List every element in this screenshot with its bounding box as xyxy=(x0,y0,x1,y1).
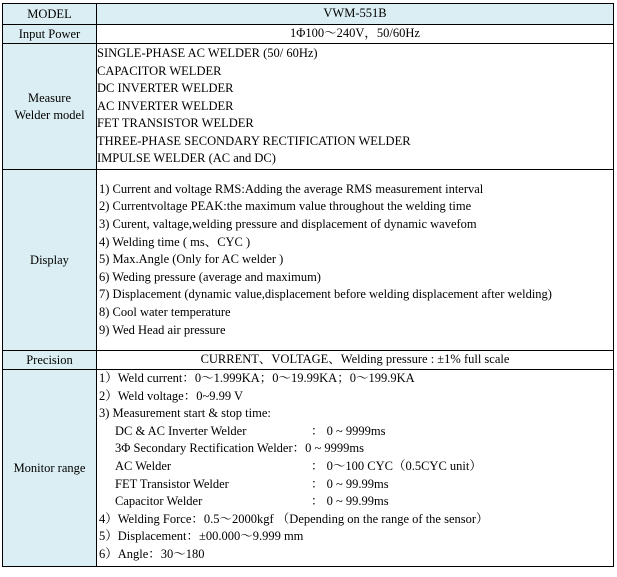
welder-model-item: CAPACITOR WELDER xyxy=(97,63,222,78)
welder-time-name: 3Φ Secondary Rectification Welder xyxy=(115,441,293,456)
welder-model-item: DC INVERTER WELDER xyxy=(97,81,234,96)
welder-time-name: Capacitor Welder xyxy=(115,494,203,509)
row-model xyxy=(3,4,614,25)
welder-time-value: ：0 ~ 9999ms xyxy=(292,441,364,456)
display-item: 7) Displacement (dynamic value,displacement before welding displacement after welding) xyxy=(99,287,552,302)
welder-time-value: ： 0 ~ 99.99ms xyxy=(311,476,389,491)
display-item: 6) Weding pressure (average and maximum) xyxy=(99,269,321,284)
monitor-range-label: Monitor range xyxy=(3,370,97,567)
display-list xyxy=(97,170,614,351)
precision-label: Precision xyxy=(3,351,97,370)
model-value: VWM-551B xyxy=(97,4,614,25)
display-item: 8) Cool water temperature xyxy=(99,304,231,319)
welder-time-value: ： 0 ~ 99.99ms xyxy=(311,494,389,509)
welder-time-row xyxy=(99,440,611,458)
row-input-power xyxy=(3,25,614,44)
display-label: Display xyxy=(3,170,97,351)
row-precision xyxy=(3,351,614,370)
display-item: 3) Curent, valtage,welding pressure and displacement of dynamic wavefom xyxy=(99,217,477,232)
welder-time-row xyxy=(99,423,611,441)
welder-time-row xyxy=(99,458,611,476)
input-power-value: 1Φ100～240V，50/60Hz xyxy=(97,25,614,44)
input-power-label: Input Power xyxy=(3,25,97,44)
welder-model-item: FET TRANSISTOR WELDER xyxy=(97,116,254,131)
welder-time-value: ： 0 ~ 9999ms xyxy=(311,423,386,438)
welder-model-item: THREE-PHASE SECONDARY RECTIFICATION WELDER xyxy=(97,133,411,148)
weld-current: 1）Weld current：0～1.999KA；0～19.99KA；0～199.9KA xyxy=(99,371,415,385)
row-monitor-range xyxy=(3,370,614,567)
precision-value: CURRENT、VOLTAGE、Welding pressure : ±1% full scale xyxy=(97,351,614,370)
welder-time-name: DC & AC Inverter Welder xyxy=(115,423,247,438)
measure-label-line2: Welder model xyxy=(14,107,85,122)
welder-time-name: AC Welder xyxy=(115,458,172,473)
welder-model-list xyxy=(97,44,614,170)
welding-force: 4）Welding Force：0.5～2000kgf （Depending on the range of the sensor） xyxy=(99,511,489,526)
welder-time-value: ： 0～100 CYC（0.5CYC unit） xyxy=(311,458,482,473)
display-item: 2) Currentvoltage PEAK:the maximum value throughout the welding time xyxy=(99,199,472,214)
measurement-time: 3) Measurement start & stop time: xyxy=(99,406,271,421)
measure-label-line1: Measure xyxy=(27,90,72,105)
display-item: 1) Current and voltage RMS:Adding the average RMS measurement interval xyxy=(99,181,484,196)
welder-time-row xyxy=(99,476,611,494)
displacement-range: 5）Displacement：±00.000～9.999 mm xyxy=(99,529,304,544)
row-display xyxy=(3,170,614,351)
welder-model-item: IMPULSE WELDER (AC and DC) xyxy=(97,151,276,166)
welder-model-item: AC INVERTER WELDER xyxy=(97,98,234,113)
welder-time-row xyxy=(99,493,611,511)
angle-range: 6）Angle：30～180 xyxy=(99,546,205,561)
weld-voltage: 2）Weld voltage：0~9.99 V xyxy=(99,388,244,403)
measure-welder-model-label xyxy=(3,44,97,170)
model-label: MODEL xyxy=(3,4,97,25)
spec-table xyxy=(2,3,614,567)
display-item: 5) Max.Angle (Only for AC welder ) xyxy=(99,252,284,267)
welder-model-item: SINGLE-PHASE AC WELDER (50/ 60Hz) xyxy=(97,45,318,60)
welder-time-name: FET Transistor Welder xyxy=(115,476,229,491)
monitor-range-list xyxy=(97,370,614,567)
display-item: 4) Welding time ( ms、CYC ) xyxy=(99,234,251,249)
display-item: 9) Wed Head air pressure xyxy=(99,322,226,337)
row-measure-welder-model xyxy=(3,44,614,170)
